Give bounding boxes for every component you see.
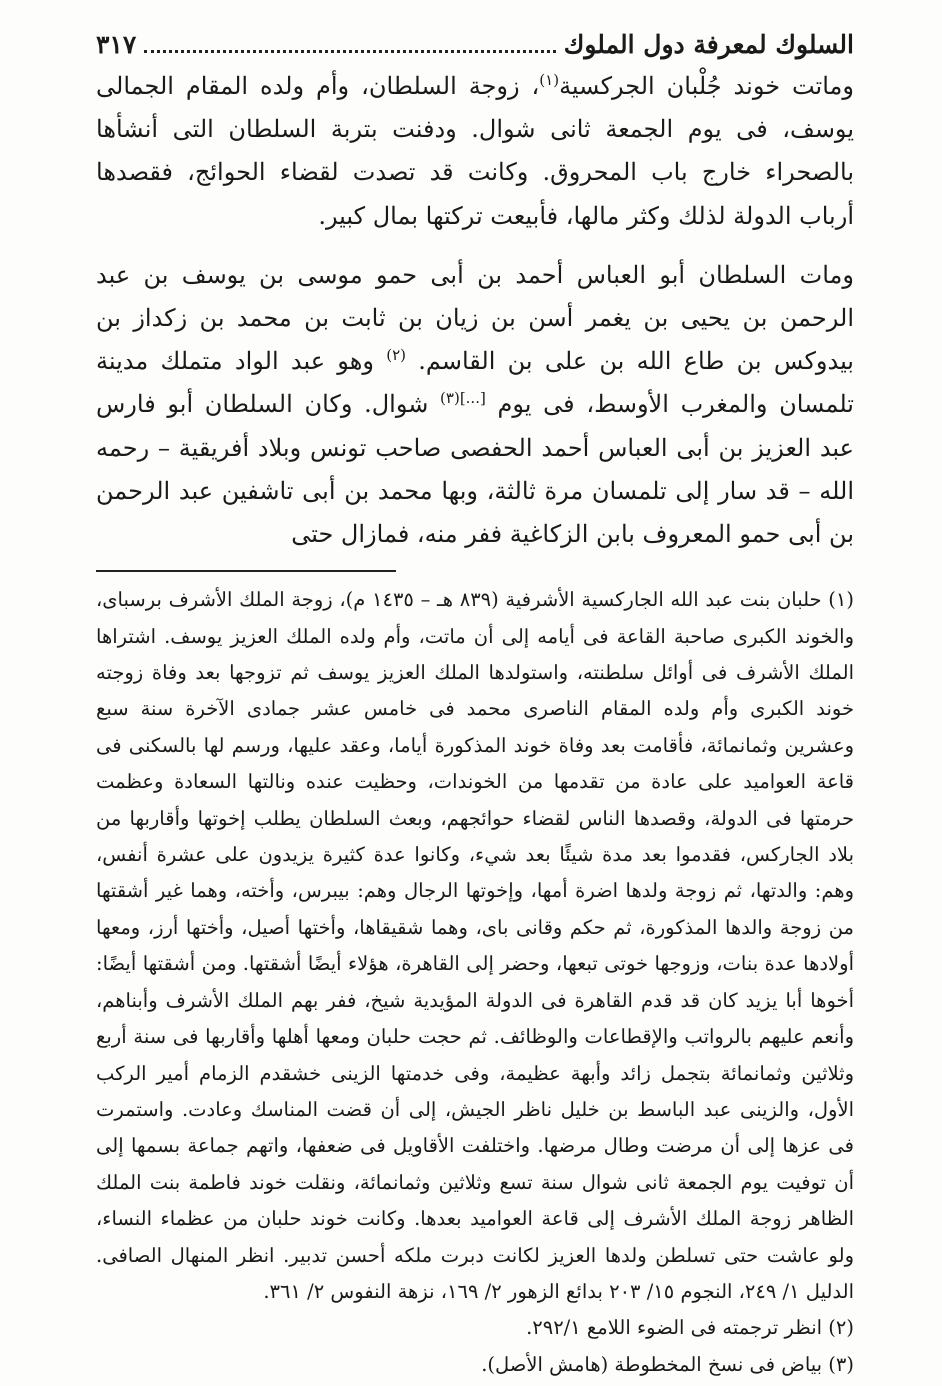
footnote-2: (٢) انظر ترجمته فى الضوء اللامع ٢٩٢/١. (526, 1316, 854, 1340)
footnote-1: (١) حلبان بنت عبد الله الجاركسية الأشرفية (٨٣٩ هـ – ١٤٣٥ م)، زوجة الملك الأشرف برسباى، والخوند الكبرى صاحبة القاعة فى أيامه إلى أن ماتت، وأم ولده الملك العزيز يوسف. اشتراها الملك الأشرف فى أوائل سلطنته، واستولدها الملك العزيز يوسف ثم تزوجها بعد وفاة زوجته خوند الكبرى وأم ولده المقام الناصرى محمد فى خامس عشر جمادى الآخرة سنة سبع وعشرين وثمانمائة، فأقامت بعد وفاة خوند المذكورة أياما، وعقد عليها، ورسم لها بالسكنى فى قاعة العواميد على عادة من تقدمها من الخوندات، وحظيت عنده ونالتها السعادة وعظمت حرمتها فى الدولة، وقصدها الناس لقضاء حوائجهم، وبعث السلطان يطلب إخوتها وأقاربها من بلاد الجاركس، فقدموا بعد مدة شيئًا بعد شيء، وكانوا عدة كثيرة يزيدون على عشرة أنفس، وهم: والدتها، ثم زوجة ولدها اضرة أمها، وإخوتها الرجال وهم: بيبرس، وأخته، وهما غير أشقتها من زوجة والدها المذكورة، ثم حكم وقانى باى، وهما شقيقاها، وأختها أصيل، وأختها أرز، ومعها أولادها عدة بنات، وزوجها خوتى تبعها، وحضر إلى القاهرة، هؤلاء أيضًا أشقتها. ومن أشقتها أيضًا: أخوها أبا يزيد كان قد قدم القاهرة فى الدولة المؤيدية شيخ، ففر بهم الملك الأشرف وأبناهم، وأنعم عليهم بالرواتب والإقطاعات والوظائف. ثم حجت حلبان ومعها أهلها وأقاربها فى سنة أربع وثلاثين وثمانمائة بتجمل زائد وأبهة عظيمة، وفى خدمتها الزينى خشقدم الزمام أمير الركب الأول، والزينى عبد الباسط بن خليل ناظر الجيش، إلى أن قضت المناسك وعادت. واستمرت فى عزها إلى أن مرضت وطال مرضها. واختلفت الأقاويل فى ضعفها، واتهم جماعة بسمها إلى أن توفيت يوم الجمعة ثانى شوال سنة تسع وثلاثين وثمانمائة، ونقلت خوند فاطمة بنت الملك الظاهر زوجة الملك الأشرف إلى قاعة العواميد بعدها. وكانت خوند حلبان من عظماء النساء، ولو عاشت حتى تسلطن ولدها العزيز لكانت دبرت ملكه أحسن تدبير. انظر المنهال الصافى. الدليل ١/ ٢٤٩، النجوم ١٥/ ٢٠٣ بدائع الزهور ٢/ ١٦٩، نزهة النفوس ٢/ ٣٦١. (96, 588, 854, 1303)
footnote-ref-1: (١) (539, 71, 560, 89)
book-title: السلوك لمعرفة دول الملوك (563, 30, 854, 59)
running-head (96, 28, 854, 63)
paragraph-2 (96, 254, 854, 556)
paragraph-1 (96, 65, 854, 238)
page-number: ٣١٧ (96, 30, 137, 59)
paragraph-1-text-b: ، زوجة السلطان، وأم ولده المقام الجمالى يوسف، فى يوم الجمعة ثانى شوال. ودفنت بتربة السلطان التى أنشأها بالصحراء خارج باب المحروق. وكانت قد تصدت لقضاء الحوائج، فقصدها أرباب الدولة لذلك وكثر مالها، فأبيعت تركتها بمال كبير. (96, 72, 854, 230)
footnote-3: (٣) بياض فى نسخ المخطوطة (هامش الأصل). (481, 1352, 854, 1376)
lacuna-mark: [...] (459, 389, 486, 408)
footnotes (96, 582, 854, 1383)
paragraph-2-text-b: وهو عبد الواد متملك مدينة تلمسان والمغرب الأوسط، فى يوم (96, 347, 854, 419)
footnote-ref-3: (٣) (440, 389, 460, 408)
footnote-separator (96, 570, 396, 572)
paragraph-1-text-a: وماتت خوند جُلْبان الجركسية (559, 72, 854, 100)
footnote-ref-2: (٢) (386, 346, 406, 365)
paragraph-2-text-a: ومات السلطان أبو العباس أحمد بن أبى حمو موسى بن يوسف بن عبد الرحمن بن يحيى بن يغمر أسن بن زيان بن ثابت بن محمد بن زكداز بن بيدوكس بن طاع الله بن على بن القاسم. (96, 260, 854, 376)
paragraph-2-text-c: شوال. وكان السلطان أبو فارس عبد العزيز بن أبى العباس أحمد الحفصى صاحب تونس وبلاد أفريقية – رحمه الله – قد سار إلى تلمسان مرة ثالثة، وبها محمد بن أبى تاشفين عبد الرحمن بن أبى حمو المعروف بابن الزكاغية ففر منه، فمازال حتى (96, 390, 854, 549)
dot-leader (144, 50, 555, 53)
main-text (96, 65, 854, 556)
